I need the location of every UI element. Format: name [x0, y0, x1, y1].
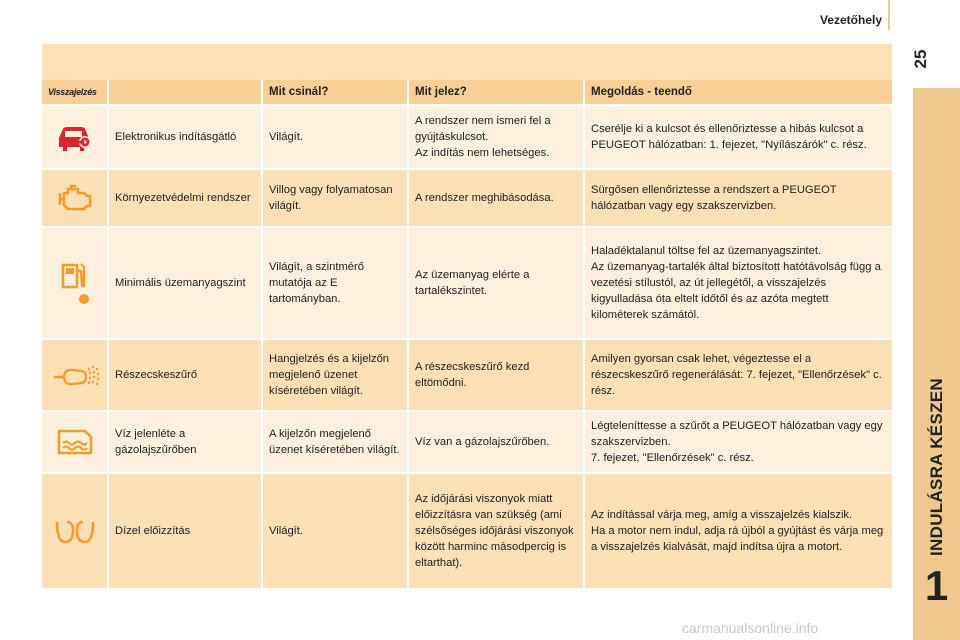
indicator-meaning: A részecskeszűrő kezd eltömődni. — [408, 339, 584, 411]
indicator-name: Víz jelenléte a gázolajszűrőben — [108, 411, 262, 473]
column-header-meaning: Mit jelez? — [408, 80, 584, 105]
indicator-state: Világít. — [262, 473, 408, 589]
table-row — [42, 339, 892, 411]
indicator-name: Környezetvédelmi rendszer — [108, 169, 262, 227]
indicator-action: Sürgősen ellenőriztesse a rendszert a PEUGEOT hálózatban vagy egy szakszervizben. — [584, 169, 892, 227]
particle-filter-icon — [50, 360, 100, 390]
table-row — [42, 105, 892, 169]
indicator-cell — [42, 411, 108, 473]
indicator-state: Hangjelzés és a kijelzőn megjelenő üzenet kíséretében világít. — [262, 339, 408, 411]
indicator-action: Amilyen gyorsan csak lehet, végeztesse el a részecskeszűrő regenerálását: 7. fejezet, "Ellenőrzések" c. rész. — [584, 339, 892, 411]
indicator-action: Az indítással várja meg, amíg a visszajelzés kialszik. Ha a motor nem indul, adja rá újból a gyújtást és várja meg a visszajelzés kialvását, majd indítsa újra a motort. — [584, 473, 892, 589]
column-header-indicator: Visszajelzés — [42, 80, 108, 105]
table-header-row — [42, 80, 892, 105]
indicator-action: Légteleníttesse a szűrőt a PEUGEOT hálózatban vagy egy szakszervizben. 7. fejezet, "Ellenőrzések" c. rész. — [584, 411, 892, 473]
indicator-cell — [42, 473, 108, 589]
column-header-name — [108, 80, 262, 105]
warning-lights-table — [42, 44, 892, 590]
indicator-name: Minimális üzemanyagszint — [108, 227, 262, 339]
column-header-action: Megoldás - teendő — [584, 80, 892, 105]
indicator-cell — [42, 339, 108, 411]
table-row — [42, 227, 892, 339]
indicator-state: Villog vagy folyamatosan világít. — [262, 169, 408, 227]
engine-check-icon — [54, 183, 96, 213]
immobiliser-car-key-icon — [55, 120, 95, 154]
indicator-cell — [42, 227, 108, 339]
indicator-name: Dízel előizzítás — [108, 473, 262, 589]
indicator-name: Elektronikus indításgátló — [108, 105, 262, 169]
indicator-state: Világít, a szintmérő mutatója az E tartományban. — [262, 227, 408, 339]
table-top-band — [42, 44, 892, 80]
indicator-cell — [42, 169, 108, 227]
warning-table — [42, 80, 892, 590]
diesel-preheating-glow-plug-icon — [53, 516, 97, 546]
header-divider — [888, 0, 890, 30]
indicator-meaning: Az időjárási viszonyok miatt előizzításra van szükség (ami szélsőséges időjárási viszonyok között harminc másodpercig is eltarthat). — [408, 473, 584, 589]
indicator-name: Részecskeszűrő — [108, 339, 262, 411]
column-header-state: Mit csinál? — [262, 80, 408, 105]
indicator-meaning: Az üzemanyag elérte a tartalékszintet. — [408, 227, 584, 339]
watermark: carmanualsonline.info — [682, 620, 819, 636]
chapter-title-container — [913, 96, 960, 556]
table-row — [42, 473, 892, 589]
indicator-meaning: A rendszer nem ismeri fel a gyújtáskulcsot. Az indítás nem lehetséges. — [408, 105, 584, 169]
table-row — [42, 169, 892, 227]
indicator-cell — [42, 105, 108, 169]
chapter-number: 1 — [924, 562, 949, 609]
page-number: 25 — [911, 49, 930, 69]
indicator-meaning: A rendszer meghibásodása. — [408, 169, 584, 227]
table-row — [42, 411, 892, 473]
fuel-pump-icon — [55, 259, 95, 307]
indicator-state: A kijelzőn megjelenő üzenet kíséretében világít. — [262, 411, 408, 473]
indicator-state: Világít. — [262, 105, 408, 169]
indicator-meaning: Víz van a gázolajszűrőben. — [408, 411, 584, 473]
indicator-action: Cserélje ki a kulcsot és ellenőriztesse a hibás kulcsot a PEUGEOT hálózatban: 1. fejezet, "Nyílászárók" c. rész. — [584, 105, 892, 169]
water-in-diesel-icon — [55, 427, 95, 457]
indicator-action: Haladéktalanul töltse fel az üzemanyagszintet. Az üzemanyag-tartalék által biztosított hatótávolság függ a vezetési stílustól, az út jellegétől, a visszajelzés kigyulladása óta eltelt időtől és az azóta megtett kilométerek számától. — [584, 227, 892, 339]
section-title: Vezetőhely — [819, 13, 882, 27]
chapter-title: INDULÁSRA KÉSZEN — [926, 378, 946, 556]
